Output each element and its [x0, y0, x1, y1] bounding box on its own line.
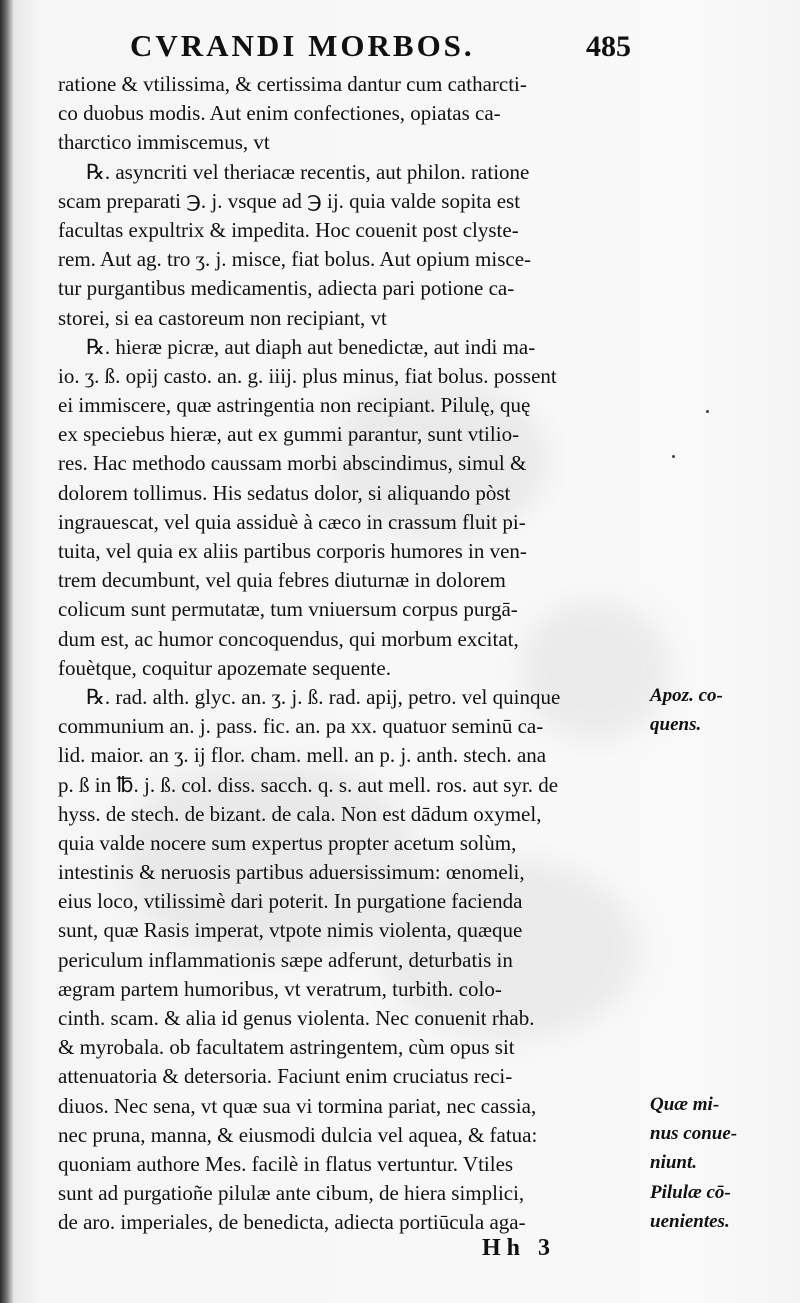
margin-note: Pilulæ cō-	[650, 1181, 731, 1203]
text-line: ratione & vtilissima, & certissima dantur cum catharcti-	[58, 72, 527, 96]
text-line: sunt ad purgatioñe pilulæ ante cibum, de hiera simplici,	[58, 1181, 525, 1206]
text-line: dolorem tollimus. His sedatus dolor, si aliquando pòst	[58, 480, 511, 505]
text-line: & myrobala. ob facultatem astringentem, cùm opus sit	[58, 1035, 515, 1060]
margin-note: quens.	[650, 714, 702, 736]
text-line: facultas expultrix & impedita. Hoc couenit post clyste-	[58, 217, 519, 242]
text-line: res. Hac methodo caussam morbi abscindimus, simul &	[58, 451, 527, 476]
ink-speck	[706, 410, 709, 413]
text-line: p. ß in ℔. j. ß. col. diss. sacch. q. s. aut mell. ros. aut syr. de	[58, 772, 559, 797]
text-line: ægram partem humoribus, vt veratrum, turbith. colo-	[58, 976, 502, 1001]
text-line: fouètque, coquitur apozemate sequente.	[58, 655, 391, 680]
running-title: CVRANDI MORBOS.	[130, 28, 475, 63]
text-line: periculum inflammationis sæpe adferunt, deturbatis in	[58, 947, 513, 972]
text-line: scam preparati ℈. j. vsque ad ℈ ij. quia valde sopita est	[58, 188, 521, 213]
ink-speck	[672, 455, 675, 458]
text-line: ex speciebus hieræ, aut ex gummi parantur, sunt vtilio-	[58, 422, 520, 447]
text-line: ℞. asyncriti vel theriacæ recentis, aut philon. ratione	[86, 159, 530, 184]
text-line: tuita, vel quia ex aliis partibus corporis humores in ven-	[58, 539, 527, 563]
text-line: nec pruna, manna, & eiusmodi dulcia vel aquea, & fatua:	[58, 1122, 538, 1147]
margin-note: Quæ mi-	[650, 1094, 720, 1115]
text-line: lid. maior. an ʒ. ij flor. cham. mell. an p. j. anth. stech. ana	[58, 743, 547, 768]
text-line: rem. Aut ag. tro ʒ. j. misce, fiat bolus. Aut opium misce-	[58, 247, 532, 272]
text-line: quia valde nocere sum expertus propter acetum solùm,	[58, 830, 517, 855]
text-line: communium an. j. pass. fic. an. pa xx. quatuor seminū ca-	[58, 714, 544, 739]
text-line: de aro. imperiales, de benedicta, adiecta portiūcula aga-	[58, 1210, 526, 1235]
text-line: sunt, quæ Rasis imperat, vtpote nimis violenta, quæque	[58, 918, 523, 943]
text-line: trem decumbunt, vel quia febres diuturnæ in dolorem	[58, 568, 506, 593]
text-line: storei, si ea castoreum non recipiant, vt	[58, 305, 387, 330]
text-line: hyss. de stech. de bizant. de cala. Non est dādum oxymel,	[58, 801, 542, 826]
text-line: tur purgantibus medicamentis, adiecta pari potione ca-	[58, 276, 515, 301]
text-line: cinth. scam. & alia id genus violenta. Nec conuenit rhab.	[58, 1006, 535, 1030]
text-line: tharctico immiscemus, vt	[58, 130, 270, 155]
margin-note: uenientes.	[650, 1210, 730, 1232]
text-line: ℞. rad. alth. glyc. an. ʒ. j. ß. rad. apij, petro. vel quinque	[86, 684, 561, 709]
text-line: io. ʒ. ß. opij casto. an. g. iiij. plus minus, fiat bolus. possent	[58, 363, 557, 388]
text-line: intestinis & neruosis partibus aduersissimum: œnomeli,	[58, 860, 525, 885]
page-number: 485	[586, 30, 631, 63]
text-line: diuos. Nec sena, vt quæ sua vi tormina pariat, nec cassia,	[58, 1093, 537, 1118]
text-line: eius loco, vtilissimè dari poterit. In purgatione facienda	[58, 889, 523, 914]
text-line: attenuatoria & detersoria. Faciunt enim cruciatus reci-	[58, 1064, 513, 1089]
text-line: ℞. hieræ picræ, aut diaph aut benedictæ, aut indi ma-	[86, 334, 536, 359]
margin-note: nus conue-	[650, 1123, 738, 1145]
text-line: co duobus modis. Aut enim confectiones, opiatas ca-	[58, 101, 501, 126]
text-line: dum est, ac humor concoquendus, qui morbum excitat,	[58, 626, 519, 651]
text-line: ingrauescat, vel quia assiduè à cæco in crassum fluit pi-	[58, 509, 526, 534]
signature-mark: Hh 3	[482, 1235, 557, 1261]
body-text	[58, 70, 648, 1238]
margin-note: Apoz. co-	[650, 685, 723, 707]
text-line: ei immiscere, quæ astringentia non recipiant. Pilulę, quę	[58, 393, 531, 418]
margin-note: niunt.	[650, 1152, 698, 1174]
text-line: colicum sunt permutatæ, tum vniuersum corpus purgā-	[58, 597, 518, 622]
text-line: quoniam authore Mes. facilè in flatus vertuntur. Vtiles	[58, 1151, 514, 1176]
